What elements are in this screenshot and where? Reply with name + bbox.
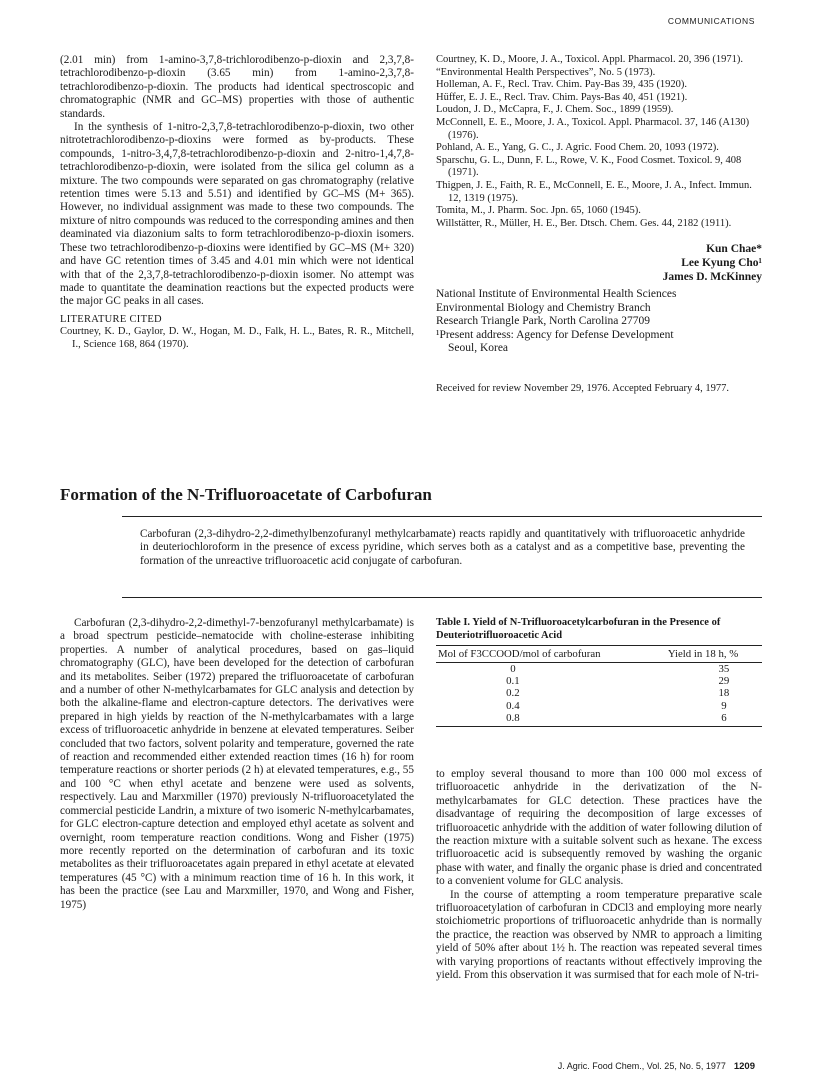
table-row	[436, 663, 762, 676]
table-row	[436, 712, 762, 727]
table-cell: 6	[638, 712, 762, 727]
reference-list	[436, 54, 762, 230]
reference: McConnell, E. E., Moore, J. A., Toxicol. Appl. Pharmacol. 37, 146 (A130) (1976).	[436, 116, 750, 141]
author-list	[436, 242, 762, 284]
paragraph: In the course of attempting a room temperature preparative scale trifluoroacetylation of carbofuran in CDCl3 and employing more nearly stoichiometric proportions of trifluoroacetic anhydride than is normally the practice, the reaction was observed by NMR to approach a limiting yield of 50% after about 1½ h. The reaction was repeated several times with varying proportions of reactants without effectively improving the yield. From this observation it was surmised that for each mole of N-tri-	[436, 888, 762, 982]
table-cell: 35	[718, 663, 730, 675]
reference: Thigpen, J. E., Faith, R. E., McConnell, E. E., Moore, J. A., Infect. Immun. 12, 1319 (1975).	[436, 179, 752, 204]
author-name: Lee Kyung Cho¹	[681, 257, 762, 270]
page-footer	[558, 1061, 755, 1072]
table-cell: 29	[718, 675, 730, 688]
table-header: Mol of F3CCOOD/mol of carbofuran	[436, 646, 638, 663]
paragraph: In the synthesis of 1-nitro-2,3,7,8-tetrachlorodibenzo-p-dioxin, two other nitrotetrachlorodibenzo-p-dioxins were formed as by-products. These compounds, 1-nitro-3,4,7,8-tetrachlorodibenzo-p-dioxin and 2-nitro-1,4,7,8-tetrachlorodibenzo-p-dioxin, were isolated from the silica gel column as a mixture. The two compounds were separated on gas chromatography (relative retention times were 5.13 and 5.51) and identified by GC–MS (M+ 365). However, no individual assignment was made to these two compounds. The mixture of nitro compounds was reduced to the corresponding amines and then deaminated via diazonium salts to form tetrachlorodibenzo-p-dioxin isomers. These two tetrachlorodibenzo-p-dioxins were identified by GC–MS (M+ 320) and have GC retention times of 3.45 and 4.01 min which were not identical with that of the 2,3,7,8-tetrachlorodibenzo-p-dioxin isomer. No attempt was made to quantitate the deamination reactions but the expected products were the major GC peaks in all cases.	[60, 121, 414, 308]
reference: Hüffer, E. J. E., Recl. Trav. Chim. Pays-Bas 40, 451 (1921).	[436, 91, 688, 103]
paragraph: to employ several thousand to more than 100 000 mol excess of trifluoroacetic anhydride in the derivatization of the N-methylcarbamates for GLC detection. These practices have the disadvantage of requiring the decomposition of large excesses of trifluoroacetic anhydride with the addition of water following dilution of the reaction mixture with a suitable solvent such as hexane. The excess trifluoroacetic acid is subsequently removed by washing the organic phase with water, and finally the organic phase is dried and concentrated to a convenient volume for GLC analysis.	[436, 768, 762, 888]
top-left-column	[60, 54, 414, 351]
abstract: Carbofuran (2,3-dihydro-2,2-dimethylbenzofuranyl methylcarbamate) reacts rapidly and quantitatively with trifluoroacetic anhydride in deuteriochloroform in the presence of excess pyridine, which serves both as a catalyst and as a competitive base, preventing the formation of the unreactive trifluoroacetic acid conjugate of carbofuran.	[140, 528, 745, 567]
paragraph: Carbofuran (2,3-dihydro-2,2-dimethyl-7-benzofuranyl methylcarbamate) is a broad spectrum pesticide–nematocide with choline-esterase inhibiting properties. A number of analytical procedures, based on gas–liquid chromatography (GLC), have been developed for the detection of carbofuran and its metabolites. Seiber (1972) prepared the trifluoroacetate of carbofuran and a number of other N-methylcarbamates for GLC analysis and detection by both the alkaline-flame and electron-capture detectors. The derivatives were prepared in high yields by reaction of the N-methylcarbamates with a large excess of trifluoroacetic anhydride in benzene at elevated temperatures. Seiber concluded that two factors, solvent polarity and temperature, governed the rate of reaction and recommended either extended reaction times (16 h) for room temperature reactions or shorter periods (2 h) at elevated temperatures, e.g., 55 and 100 °C when ethyl acetate and benzene were used as solvents, respectively. Lau and Marxmiller (1970) previously N-trifluoroacetylated the commercial pesticide Landrin, a mixture of two isomeric N-methylcarbamates, for GLC electron-capture detection and employed ethyl acetate as solvent and overnight, room temperature reaction conditions. Wong and Fisher (1975) more recently reported on the determination of carbofuran and its toxic metabolites as their trifluoroacetates again prepared in ethyl acetate at elevated temperatures (45 °C) with a minimum reaction time of 16 h. In this work, it has been the practice (see Lau and Marxmiller, 1970, and Wong and Fisher, 1975)	[60, 617, 414, 911]
literature-cited-heading: LITERATURE CITED	[60, 313, 162, 325]
paragraph: (2.01 min) from 1-amino-3,7,8-trichlorodibenzo-p-dioxin and 2,3,7,8-tetrachlorodibenzo-p-dioxin (3.65 min) from 1-amino-2,3,7,8-tetrachlorodibenzo-p-dioxin. The products had identical spectroscopic and chromatographic (NMR and GC–MS) properties with those of authentic standards.	[60, 54, 414, 120]
table-row	[436, 687, 762, 699]
top-right-column	[436, 54, 762, 396]
yield-table	[436, 645, 762, 727]
reference: Courtney, K. D., Moore, J. A., Toxicol. Appl. Pharmacol. 20, 396 (1971).	[436, 54, 743, 65]
affiliation-line: ¹Present address: Agency for Defense Development	[436, 328, 674, 341]
affiliation-line: Research Triangle Park, North Carolina 27709	[436, 315, 650, 328]
journal-citation: J. Agric. Food Chem., Vol. 25, No. 5, 1977	[557, 1061, 726, 1071]
running-head: COMMUNICATIONS	[667, 16, 755, 26]
reference: Courtney, K. D., Gaylor, D. W., Hogan, M. D., Falk, H. L., Bates, R. R., Mitchell, I., Science 168, 864 (1970).	[60, 326, 414, 350]
author-name: Kun Chae*	[706, 243, 762, 256]
table-cell: 0.1	[506, 675, 520, 688]
table-cell: 0	[510, 663, 516, 675]
table-header: Yield in 18 h, %	[638, 646, 762, 663]
table-cell: 18	[718, 687, 730, 700]
affiliation-line: National Institute of Environmental Health Sciences	[436, 288, 677, 301]
table-caption: Table I. Yield of N-Trifluoroacetylcarbofuran in the Presence of Deuteriotrifluoroacetic Acid	[436, 617, 721, 641]
table-cell: 0.8	[436, 712, 638, 727]
reference: “Environmental Health Perspectives”, No. 5 (1973).	[436, 66, 656, 78]
affiliation-line: Environmental Biology and Chemistry Branch	[436, 301, 651, 314]
abstract-rule	[122, 597, 762, 598]
affiliation	[436, 288, 762, 355]
affiliation-line: Seoul, Korea	[448, 341, 509, 354]
received-note: Received for review November 29, 1976. Accepted February 4, 1977.	[436, 383, 730, 395]
reference: Loudon, J. D., McCapra, F., J. Chem. Soc., 1899 (1959).	[436, 104, 674, 116]
page-number: 1209	[733, 1061, 755, 1072]
table-1	[436, 617, 762, 727]
table-row	[436, 700, 762, 712]
reference: Holleman, A. F., Recl. Trav. Chim. Pay-Bas 39, 435 (1920).	[436, 79, 688, 91]
table-cell: 9	[721, 699, 727, 712]
reference: Willstätter, R., Müller, H. E., Ber. Dtsch. Chem. Ges. 44, 2182 (1911).	[436, 217, 732, 229]
title-rule	[122, 516, 762, 517]
author-name: James D. McKinney	[662, 271, 762, 284]
table-row	[436, 675, 762, 687]
table-cell: 0.4	[506, 699, 520, 712]
body-right-column	[436, 768, 762, 983]
table-cell: 0.2	[506, 687, 520, 700]
article-title: Formation of the N-Trifluoroacetate of Carbofuran	[60, 485, 432, 504]
reference: Sparschu, G. L., Dunn, F. L., Rowe, V. K., Food Cosmet. Toxicol. 9, 408 (1971).	[436, 154, 742, 179]
reference: Pohland, A. E., Yang, G. C., J. Agric. Food Chem. 20, 1093 (1972).	[436, 142, 719, 154]
body-left-column	[60, 617, 414, 912]
reference: Tomita, M., J. Pharm. Soc. Jpn. 65, 1060 (1945).	[436, 205, 641, 217]
